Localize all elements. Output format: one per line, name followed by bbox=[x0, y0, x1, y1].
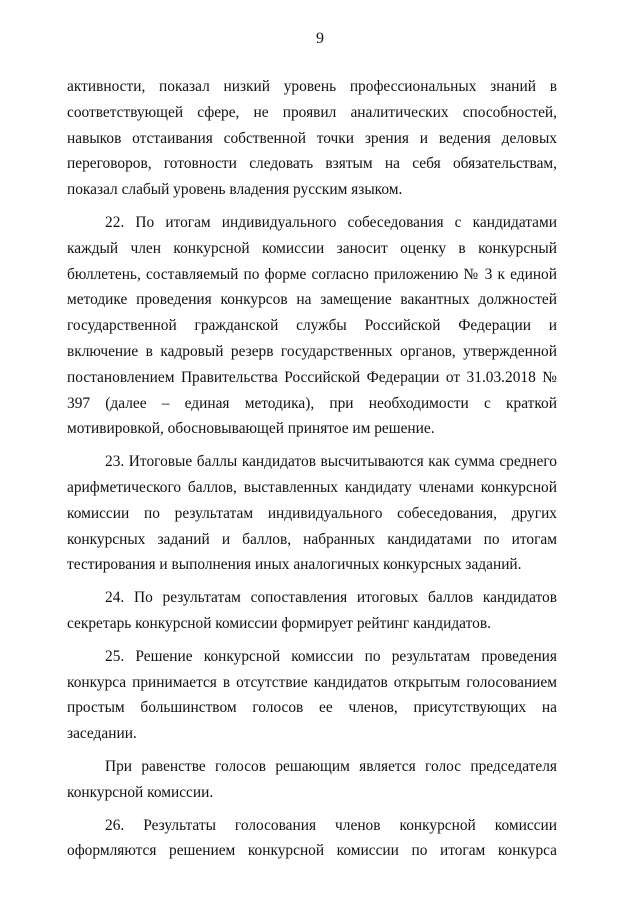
paragraph-tie-vote: При равенстве голосов решающим является голос председателя конкурсной комиссии. bbox=[67, 757, 557, 801]
paragraph-25: 25. Решение конкурсной комиссии по результатам проведения конкурса принимается в отсутствие кандидатов открытым голосованием простым большинством голосов ее членов, присутствующих на заседании. bbox=[67, 647, 557, 743]
paragraph-continuation: активности, показал низкий уровень профессиональных знаний в соответствующей сфере, не проявил аналитических способностей, навыков отстаивания собственной точки зрения и ведения деловых переговоров, готовности следовать взятым на себя обязательствам, показал слабый уровень владения русским языком. bbox=[67, 78, 557, 199]
paragraph-23: 23. Итоговые баллы кандидатов высчитываются как сумма среднего арифметического баллов, выставленных кандидату членами конкурсной комиссии по результатам индивидуального собеседования, других конкурсных заданий и баллов, набранных кандидатами по итогам тестирования и выполнения иных аналогичных конкурсных заданий. bbox=[67, 453, 557, 574]
paragraph-24: 24. По результатам сопоставления итоговых баллов кандидатов секретарь конкурсной комиссии формирует рейтинг кандидатов. bbox=[67, 589, 557, 632]
page-number: 9 bbox=[316, 30, 324, 47]
paragraph-26: 26. Результаты голосования членов конкурсной комиссии оформляются решением конкурсной комиссии по итогам конкурса bbox=[67, 816, 557, 860]
paragraph-22: 22. По итогам индивидуального собеседования с кандидатами каждый член конкурсной комиссии заносит оценку в конкурсный бюллетень, составляемый по форме согласно приложению № 3 к единой методике проведения конкурсов на замещение вакантных должностей государственной гражданской службы Российской Федерации и включение в кадровый резерв государственных органов, утвержденной постановлением Правительства Российской Федерации от 31.03.2018 № 397 (далее – единая методика), при необходимости с краткой мотивировкой, обосновывающей принятое им решение. bbox=[67, 213, 557, 438]
document-body bbox=[67, 74, 557, 864]
